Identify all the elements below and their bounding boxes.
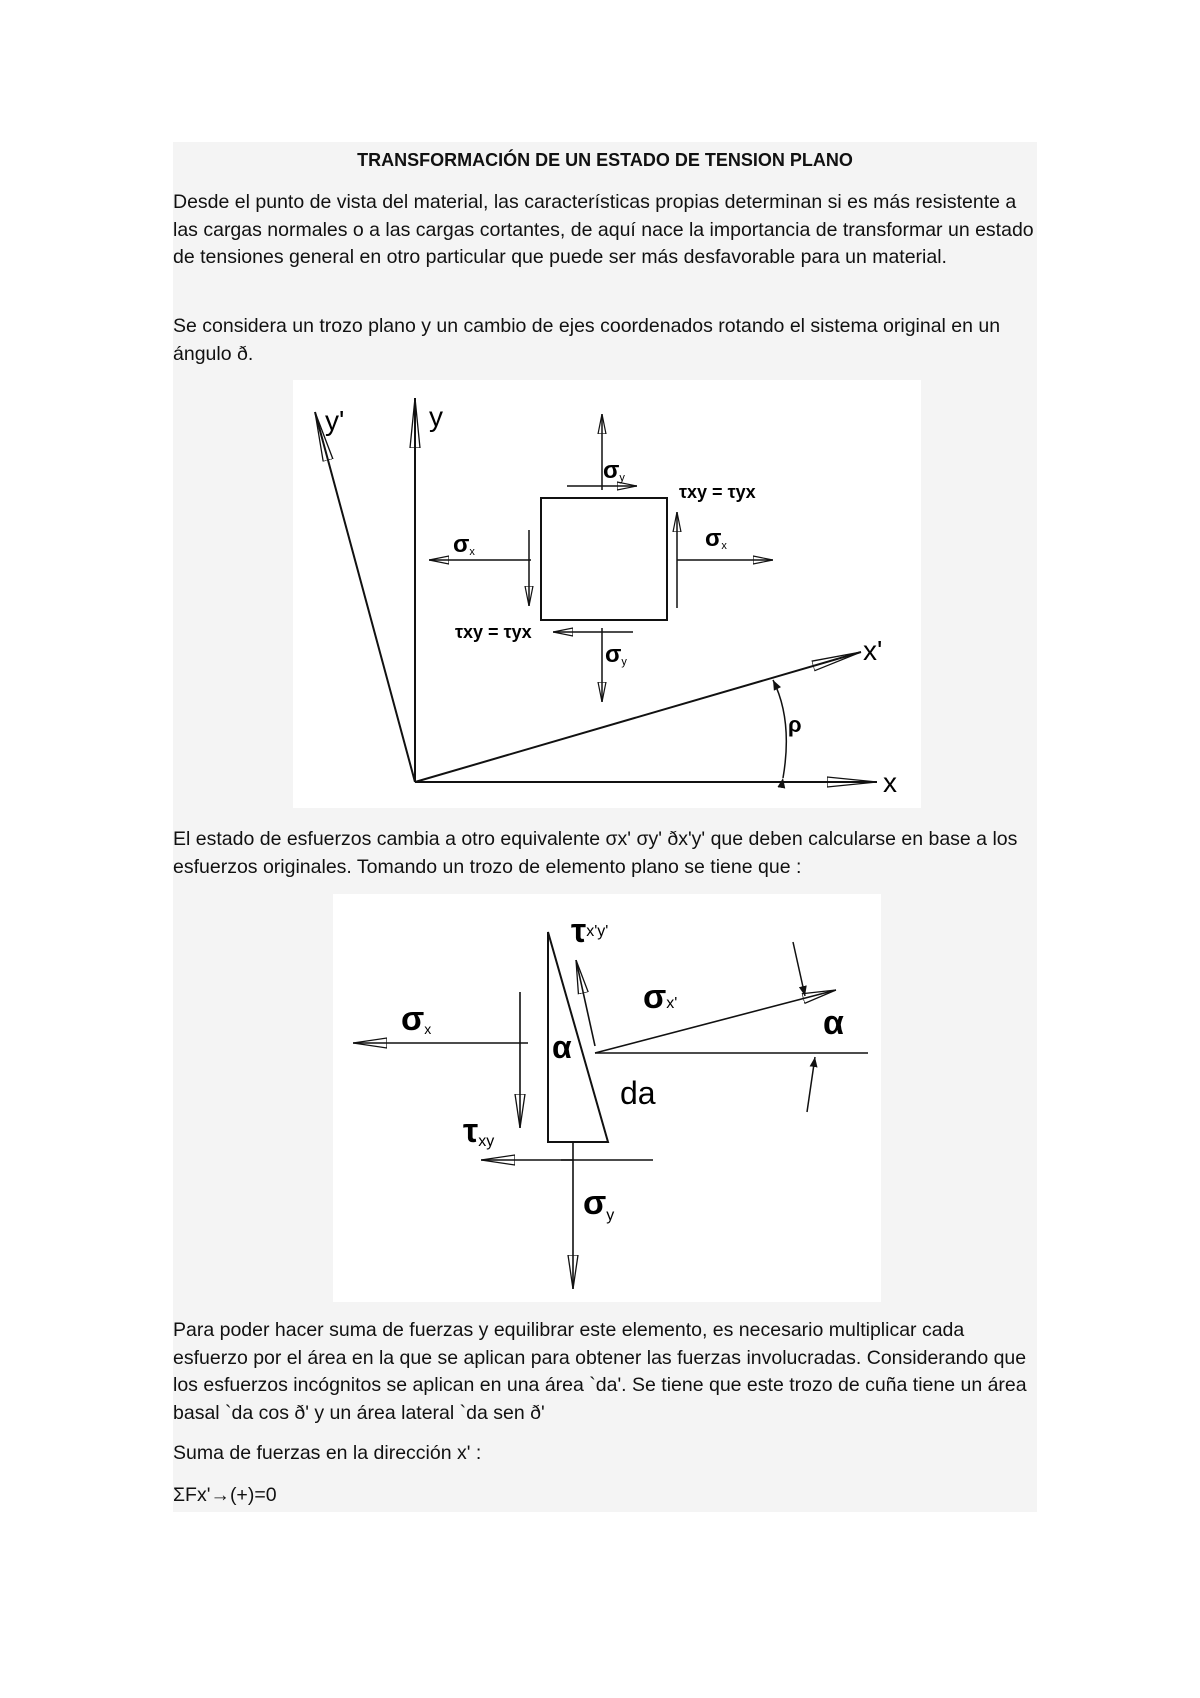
alpha-inner-label: α: [552, 1029, 572, 1065]
stress-element: [541, 498, 667, 620]
sigma-y-label: σy: [583, 1184, 615, 1224]
sigma-x-right-label: σx: [705, 525, 727, 552]
alpha-outer-label: α: [823, 1004, 844, 1042]
equation-sum-forces: ΣFx'→(+)=0: [173, 1484, 277, 1506]
sigma-x-label: σx: [401, 1000, 432, 1038]
tau-xy-label: τxy: [463, 1112, 495, 1150]
sigma-xp-arrow: [595, 990, 836, 1053]
paragraph-equivalent-state: El estado de esfuerzos cambia a otro equivalente σx' σy' ðx'y' que deben calcularse en base a los esfuerzos originales. Tomando un trozo de elemento plano se tiene que :: [173, 828, 1018, 878]
angle-arc: [773, 680, 786, 778]
angle-arrow-bottom: [807, 1057, 815, 1112]
paragraph-axes-rotation: Se considera un trozo plano y un cambio de ejes coordenados rotando el sistema original en un ángulo ð.: [173, 315, 1001, 365]
da-label: da: [620, 1075, 656, 1111]
angle-arrow-top: [793, 942, 805, 996]
y-prime-axis-label: y': [325, 405, 345, 436]
angle-label: ρ: [788, 712, 802, 737]
tau-xpyp-label: τx'y': [571, 912, 609, 950]
tau-bottom-label: τxy = τyx: [455, 622, 532, 642]
x-prime-axis-label: x': [863, 635, 883, 666]
x-axis-label: x: [883, 767, 897, 798]
y-axis-label: y: [429, 401, 443, 432]
sigma-y-top-label: σy: [603, 457, 625, 484]
document-page: [173, 142, 1037, 1512]
y-prime-axis: [315, 412, 415, 782]
tau-top-label: τxy = τyx: [679, 482, 756, 502]
paragraph-intro: Desde el punto de vista del material, las características propias determinan si es más resistente a las cargas normales o a las cargas cortantes, de aquí nace la importancia de transformar un estado de tensiones general en otro particular que puede ser más desfavorable para un material.: [173, 191, 1034, 268]
sigma-x-left-label: σx: [453, 531, 475, 558]
sigma-xp-label: σx': [643, 978, 678, 1016]
figure-rotated-axes: [293, 380, 921, 808]
tau-xpyp-arrow: [576, 960, 595, 1046]
paragraph-sum-forces: Suma de fuerzas en la dirección x' :: [173, 1442, 482, 1464]
sigma-y-bottom-label: σy: [605, 641, 627, 668]
paragraph-force-areas: Para poder hacer suma de fuerzas y equilibrar este elemento, es necesario multiplicar cada esfuerzo por el área en la que se aplican para obtener las fuerzas involucradas. Considerando que los esfuerzos incógnitos se aplican en una área `da'. Se tiene que este trozo de cuña tiene un área basal `da cos ð' y un área lateral `da sen ð': [173, 1319, 1027, 1424]
figure-wedge-element: [333, 894, 881, 1302]
page-title: TRANSFORMACIÓN DE UN ESTADO DE TENSION PLANO: [357, 150, 853, 170]
